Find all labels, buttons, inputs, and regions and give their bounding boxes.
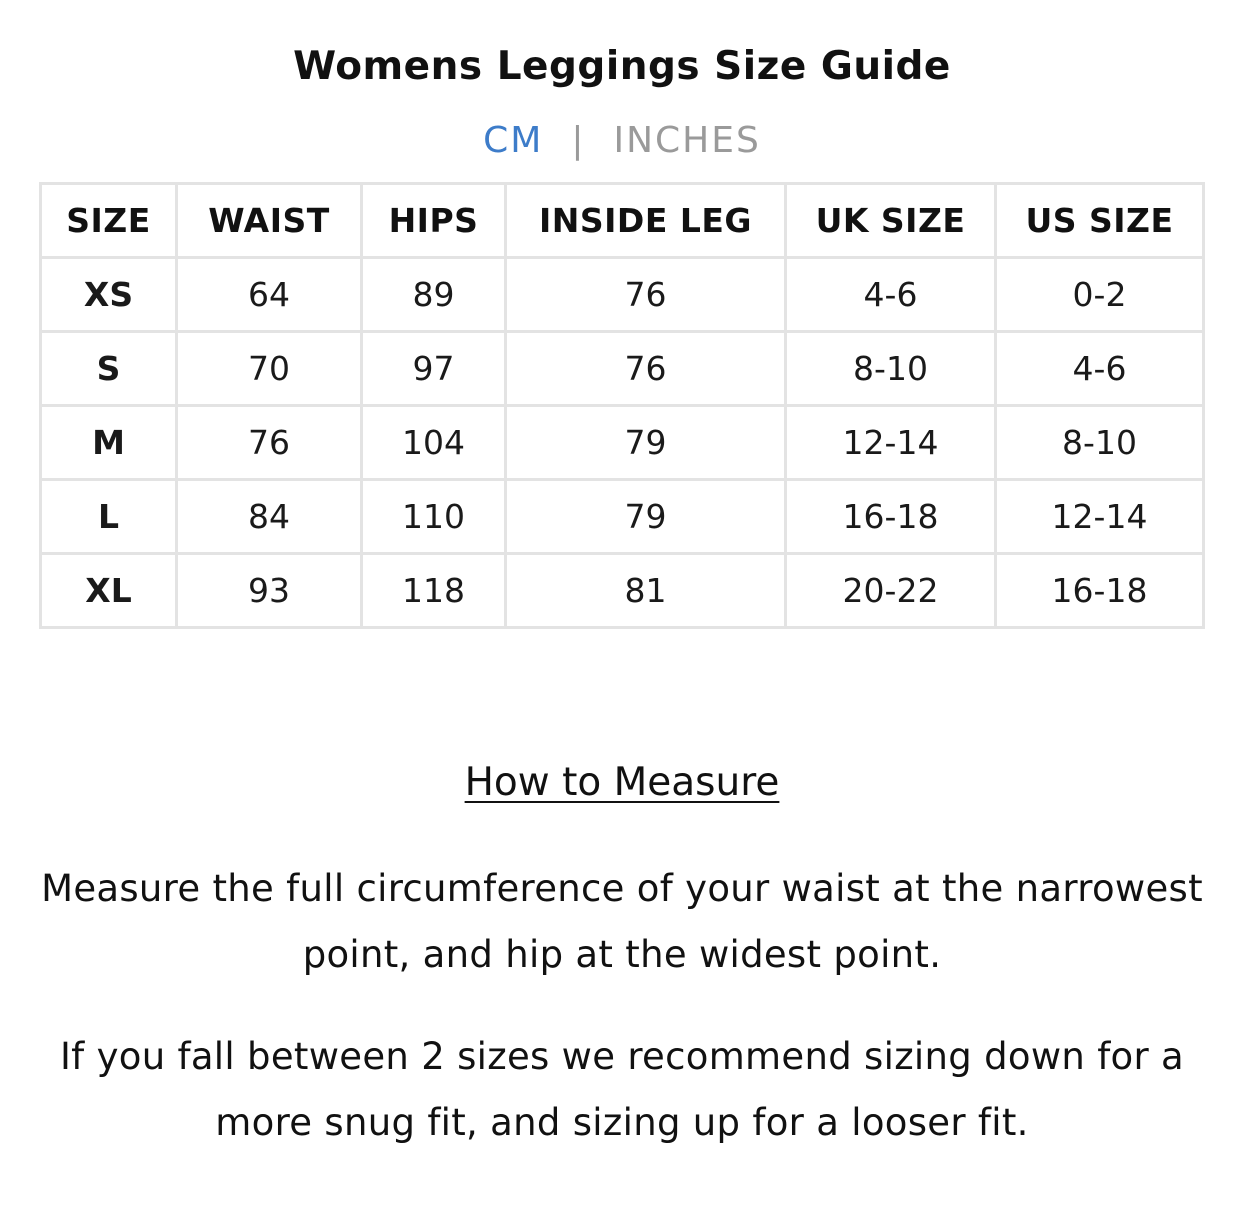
size-cell: XL (41, 554, 177, 628)
inside-leg-cell: 76 (506, 332, 786, 406)
measure-instructions: Measure the full circumference of your waist at the narrowest point, and hip at the widest point. (41, 867, 1203, 976)
inside-leg-cell: 79 (506, 406, 786, 480)
how-to-measure-heading (0, 760, 1244, 805)
size-table (39, 182, 1205, 629)
column-header-us-size: US SIZE (996, 184, 1204, 258)
us-size-cell: 4-6 (996, 332, 1204, 406)
hips-cell: 104 (362, 406, 506, 480)
table-row (41, 406, 1204, 480)
unit-cm-button[interactable]: CM (483, 120, 544, 161)
table-row (41, 258, 1204, 332)
table-header-row (41, 184, 1204, 258)
us-size-cell: 8-10 (996, 406, 1204, 480)
uk-size-cell: 4-6 (786, 258, 996, 332)
size-cell: M (41, 406, 177, 480)
us-size-cell: 12-14 (996, 480, 1204, 554)
inside-leg-cell: 81 (506, 554, 786, 628)
unit-separator: | (571, 120, 586, 161)
unit-inches-button[interactable]: INCHES (613, 120, 761, 161)
waist-cell: 84 (177, 480, 362, 554)
hips-cell: 89 (362, 258, 506, 332)
table-row (41, 480, 1204, 554)
waist-cell: 70 (177, 332, 362, 406)
us-size-cell: 16-18 (996, 554, 1204, 628)
table-row (41, 554, 1204, 628)
waist-cell: 93 (177, 554, 362, 628)
table-row (41, 332, 1204, 406)
uk-size-cell: 20-22 (786, 554, 996, 628)
column-header-size: SIZE (41, 184, 177, 258)
how-to-measure-heading-text: How to Measure (464, 760, 780, 805)
size-cell: S (41, 332, 177, 406)
column-header-waist: WAIST (177, 184, 362, 258)
column-header-inside-leg: INSIDE LEG (506, 184, 786, 258)
inside-leg-cell: 79 (506, 480, 786, 554)
unit-toggle (0, 120, 1244, 161)
column-header-hips: HIPS (362, 184, 506, 258)
uk-size-cell: 8-10 (786, 332, 996, 406)
size-cell: L (41, 480, 177, 554)
page-title: Womens Leggings Size Guide (293, 44, 951, 89)
hips-cell: 110 (362, 480, 506, 554)
waist-cell: 76 (177, 406, 362, 480)
hips-cell: 97 (362, 332, 506, 406)
us-size-cell: 0-2 (996, 258, 1204, 332)
size-cell: XS (41, 258, 177, 332)
uk-size-cell: 12-14 (786, 406, 996, 480)
uk-size-cell: 16-18 (786, 480, 996, 554)
column-header-uk-size: UK SIZE (786, 184, 996, 258)
hips-cell: 118 (362, 554, 506, 628)
waist-cell: 64 (177, 258, 362, 332)
sizing-advice: If you fall between 2 sizes we recommend sizing down for a more snug fit, and sizing up for a looser fit. (59, 1035, 1185, 1144)
inside-leg-cell: 76 (506, 258, 786, 332)
